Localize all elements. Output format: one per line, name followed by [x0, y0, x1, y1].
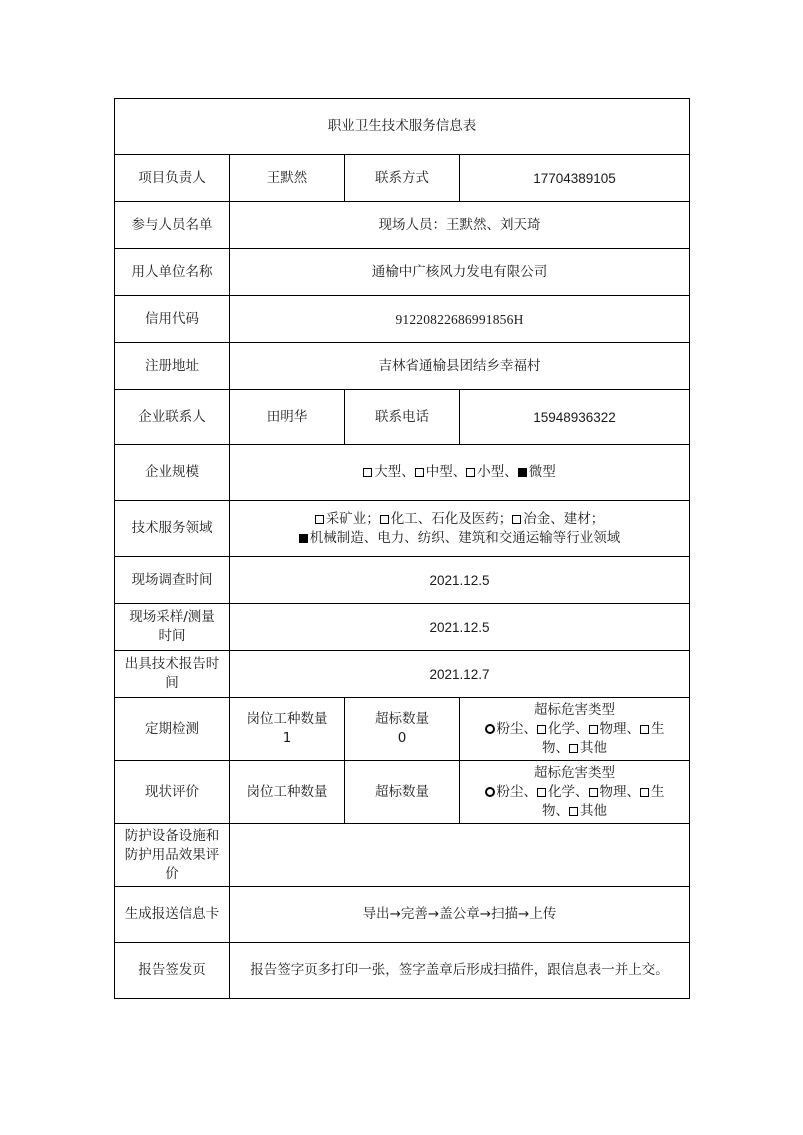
separator: 、: [401, 464, 415, 480]
sampling-time-value: 2021.12.5: [230, 604, 690, 651]
report-sign-value: 报告签字页多打印一张，签字盖章后形成扫描件，跟信息表一并上交。: [230, 943, 690, 999]
checkbox-icon: [512, 515, 521, 524]
scale-option-small: [466, 464, 518, 480]
checkbox-icon: [466, 468, 475, 477]
scale-options: [230, 445, 690, 501]
hazard-other: 其他: [580, 739, 607, 756]
project-lead-phone: 17704389105: [460, 155, 690, 202]
periodic-label: 定期检测: [115, 698, 230, 761]
selected-radio-icon: [485, 787, 495, 797]
exceed-count-value: 0: [397, 730, 407, 746]
form-title: 职业卫生技术服务信息表: [115, 99, 690, 155]
label-line: 时间: [158, 628, 186, 644]
service-field-line-1: [234, 510, 685, 529]
hazard-line-1: [464, 720, 685, 739]
hazard-physical: 物理、: [599, 720, 640, 737]
service-field-line-2: [234, 529, 685, 548]
checkbox-icon: [380, 515, 389, 524]
hazard-dust: 粉尘、: [496, 783, 537, 800]
checkbox-icon: [315, 515, 324, 524]
checkbox-icon: [640, 725, 649, 734]
hazard-physical: 物理、: [599, 783, 640, 800]
protection-eval-label: [115, 824, 230, 887]
current-exceed-count: 超标数量: [345, 761, 460, 824]
post-count-value: 1: [282, 730, 292, 746]
checkbox-icon: [415, 468, 424, 477]
info-card-label: 生成报送信息卡: [115, 887, 230, 943]
hazard-chemical: 化学、: [548, 720, 589, 737]
current-post-count: 岗位工种数量: [230, 761, 345, 824]
hazard-type-title: 超标危害类型: [534, 764, 615, 781]
checkbox-icon: [569, 807, 578, 816]
label-line: 现场采样/测量: [129, 609, 215, 625]
scale-label: 企业规模: [115, 445, 230, 501]
scale-option-label: 大型: [374, 464, 402, 480]
periodic-post-count: [230, 698, 345, 761]
label-line: 防护设备设施和: [124, 827, 220, 844]
company-contact-name: 田明华: [230, 390, 345, 445]
scale-option-label: 中型: [425, 464, 453, 480]
scale-option-label: 小型: [477, 464, 505, 480]
company-phone-label: 联系电话: [345, 390, 460, 445]
current-hazard-types: [460, 761, 690, 824]
separator: 、: [452, 464, 467, 480]
employer-label: 用人单位名称: [115, 249, 230, 296]
hazard-type-title: 超标危害类型: [534, 701, 615, 718]
hazard-dust: 粉尘、: [496, 720, 537, 737]
scale-option-large: [363, 464, 415, 480]
project-lead-name: 王默然: [230, 155, 345, 202]
hazard-bio-part2: 物、: [542, 802, 569, 819]
service-option-chemical: 化工、石化及医药；: [390, 510, 513, 527]
sampling-time-label: [115, 604, 230, 651]
hazard-bio-part2: 物、: [542, 739, 569, 756]
service-option-machinery: 机械制造、电力、纺织、建筑和交通运输等行业领域: [309, 529, 621, 546]
checked-checkbox-icon: [518, 468, 527, 477]
post-count-label: 岗位工种数量: [246, 711, 328, 727]
report-sign-label: 报告签发页: [115, 943, 230, 999]
hazard-other: 其他: [580, 802, 607, 819]
hazard-line-1: [464, 783, 685, 802]
participants-label: 参与人员名单: [115, 202, 230, 249]
employer-value: 通榆中广核风力发电有限公司: [230, 249, 690, 296]
service-option-metallurgy: 冶金、建材；: [523, 510, 605, 527]
credit-code-label: 信用代码: [115, 296, 230, 343]
periodic-hazard-types: [460, 698, 690, 761]
report-time-label: [115, 651, 230, 698]
checked-checkbox-icon: [299, 534, 308, 543]
hazard-line-2: [464, 802, 685, 821]
checkbox-icon: [589, 788, 598, 797]
service-field-options: [230, 501, 690, 557]
periodic-exceed-count: [345, 698, 460, 761]
protection-eval-value: [230, 824, 690, 887]
checkbox-icon: [537, 725, 546, 734]
scale-option-micro: [518, 464, 556, 480]
current-eval-label: 现状评价: [115, 761, 230, 824]
company-contact-label: 企业联系人: [115, 390, 230, 445]
label-line: 出具技术报告时: [124, 656, 220, 672]
address-value: 吉林省通榆县团结乡幸福村: [230, 343, 690, 390]
service-info-table: [114, 98, 690, 999]
company-contact-phone: 15948936322: [460, 390, 690, 445]
checkbox-icon: [589, 725, 598, 734]
hazard-bio-part1: 生: [651, 783, 665, 800]
survey-time-label: 现场调查时间: [115, 557, 230, 604]
label-line: 价: [165, 865, 179, 882]
label-line: 防护用品效果评: [124, 846, 220, 863]
survey-time-value: 2021.12.5: [230, 557, 690, 604]
service-option-mining: 采矿业；: [325, 510, 380, 527]
service-field-label: 技术服务领域: [115, 501, 230, 557]
info-card-value: 导出→完善→盖公章→扫描→上传: [230, 887, 690, 943]
selected-radio-icon: [485, 724, 495, 734]
exceed-count-label: 超标数量: [375, 711, 429, 727]
hazard-chemical: 化学、: [548, 783, 589, 800]
participants-value: 现场人员：王默然、刘天琦: [230, 202, 690, 249]
label-line: 间: [165, 675, 179, 691]
credit-code-value: 91220822686991856H: [230, 296, 690, 343]
scale-option-label: 微型: [528, 464, 556, 480]
checkbox-icon: [363, 468, 372, 477]
project-lead-label: 项目负责人: [115, 155, 230, 202]
contact-method-label: 联系方式: [345, 155, 460, 202]
checkbox-icon: [537, 788, 546, 797]
report-time-value: 2021.12.7: [230, 651, 690, 698]
separator: 、: [504, 464, 518, 480]
checkbox-icon: [640, 788, 649, 797]
checkbox-icon: [569, 744, 578, 753]
hazard-bio-part1: 生: [651, 720, 665, 737]
hazard-line-2: [464, 739, 685, 758]
scale-option-medium: [415, 464, 467, 480]
address-label: 注册地址: [115, 343, 230, 390]
